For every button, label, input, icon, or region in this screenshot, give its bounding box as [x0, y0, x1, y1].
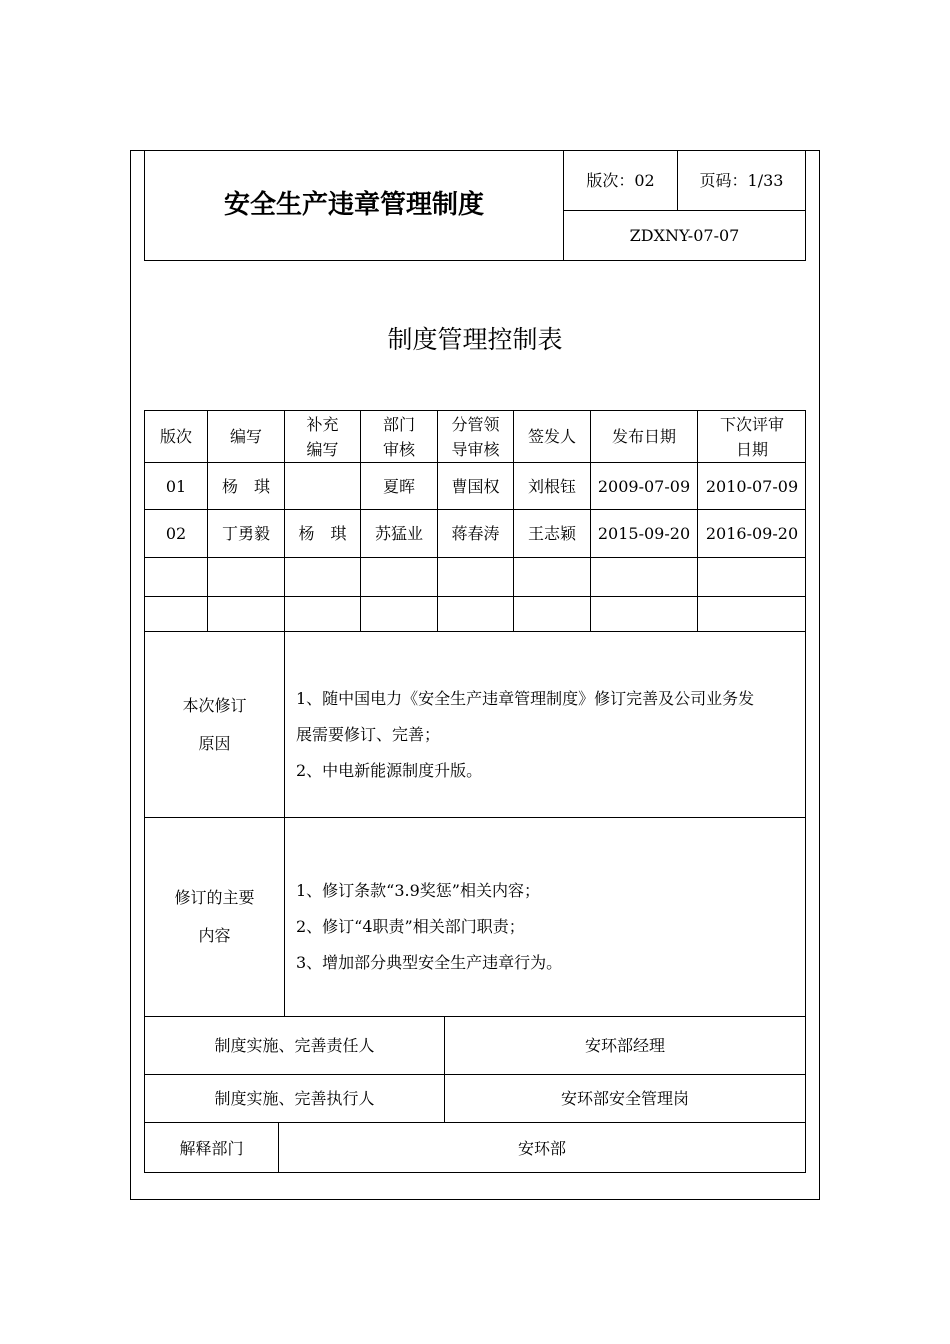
revision-content-line: 1、修订条款“3.9奖惩”相关内容； — [296, 881, 540, 900]
table-header-cell: 分管领 导审核 — [451, 414, 500, 459]
table-cell — [591, 558, 697, 596]
table-header-cell: 发布日期 — [611, 427, 676, 446]
table-cell: 2009-07-09 — [597, 476, 691, 496]
table-cell: 杨 琪 — [221, 476, 270, 496]
table-cell: 2010-07-09 — [705, 476, 799, 496]
table-header-cell: 补充 编写 — [306, 414, 339, 459]
revision-reason-line: 2、中电新能源制度升版。 — [296, 761, 483, 780]
revision-content-label: 修订的主要 内容 — [174, 888, 255, 945]
table-cell — [361, 558, 437, 596]
table-header-cell: 编写 — [229, 427, 262, 446]
table-header-cell: 下次评审 日期 — [719, 414, 784, 459]
version-label: 版次：02 — [586, 171, 655, 190]
revision-content-line: 3、增加部分典型安全生产违章行为。 — [296, 953, 563, 972]
table-cell: 苏猛业 — [374, 524, 423, 543]
table-cell — [438, 558, 513, 596]
responsible-label: 制度实施、完善责任人 — [214, 1036, 375, 1055]
table-cell: 2016-09-20 — [705, 524, 799, 543]
interpretation-value: 安环部 — [517, 1138, 566, 1158]
table-header-cell: 部门 审核 — [382, 414, 415, 459]
table-cell — [591, 597, 697, 631]
page-number: 页码：1/33 — [699, 171, 784, 190]
table-cell — [285, 558, 360, 596]
responsible-value: 安环部经理 — [584, 1036, 665, 1055]
table-cell — [285, 463, 360, 509]
table-cell: 刘根钰 — [527, 476, 576, 496]
table-cell — [145, 597, 207, 631]
table-cell — [698, 597, 806, 631]
table-header-cell: 版次 — [159, 427, 192, 446]
table-cell: 蒋春涛 — [451, 524, 500, 543]
revision-content-line: 2、修订“4职责”相关部门职责； — [296, 917, 525, 936]
table-cell: 丁勇毅 — [221, 524, 270, 543]
table-cell — [361, 597, 437, 631]
table-cell — [208, 597, 284, 631]
table-cell: 2015-09-20 — [597, 524, 691, 543]
table-cell — [514, 558, 590, 596]
table-cell — [438, 597, 513, 631]
table-cell: 01 — [165, 476, 187, 496]
control-table-title: 制度管理控制表 — [387, 324, 563, 354]
document-code: ZDXNY-07-07 — [629, 226, 740, 245]
table-cell — [514, 597, 590, 631]
table-cell — [698, 558, 806, 596]
table-cell: 曹国权 — [451, 476, 500, 496]
document-title: 安全生产违章管理制度 — [223, 190, 484, 220]
interpretation-label: 解释部门 — [179, 1138, 244, 1158]
table-cell — [285, 597, 360, 631]
table-cell: 夏晖 — [382, 476, 415, 496]
executor-value: 安环部安全管理岗 — [560, 1089, 689, 1108]
table-cell: 王志颖 — [527, 524, 576, 543]
table-cell: 02 — [165, 524, 187, 543]
executor-label: 制度实施、完善执行人 — [214, 1089, 375, 1108]
table-cell — [208, 558, 284, 596]
table-header-cell: 签发人 — [527, 427, 576, 446]
table-cell: 杨 琪 — [298, 524, 347, 543]
revision-reason-line: 展需要修订、完善； — [296, 725, 441, 744]
table-rule — [284, 817, 285, 1016]
table-cell — [145, 558, 207, 596]
revision-reason-line: 1、随中国电力《安全生产违章管理制度》修订完善及公司业务发 — [296, 689, 755, 708]
revision-reason-label: 本次修订 原因 — [182, 695, 247, 753]
